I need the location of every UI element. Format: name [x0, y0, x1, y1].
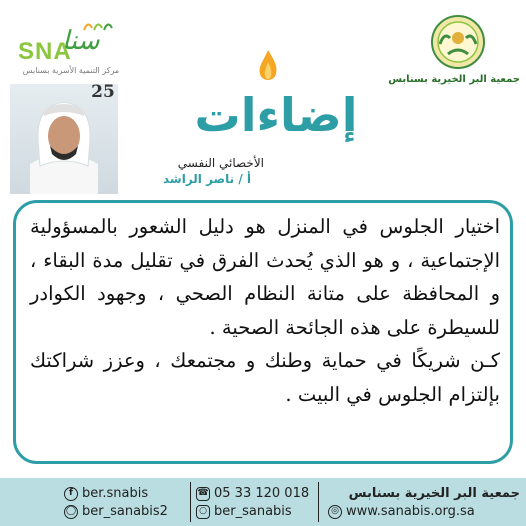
title-block: [186, 40, 366, 170]
instagram-icon: ○: [196, 505, 210, 519]
footer-instagram[interactable]: [196, 504, 292, 519]
charity-logo: [388, 14, 520, 94]
article-paragraph: اختيار الجلوس في المنزل هو دليل الشعور بالمسؤولية الإجتماعية ، و هو الذي يُحدث الفرق في تقليل مدة البقاء ، و المحافظة على متانة النظام الصحي ، وجهود الكوادر للسيطرة على هذه الجائحة الصحية .: [30, 215, 500, 339]
website-url: www.sanabis.org.sa: [346, 504, 475, 519]
logo-subtitle: مركز التنمية الأسرية بسنابس: [22, 66, 120, 75]
sna-logo: [10, 18, 130, 80]
author-name: أ / ناصر الراشد: [162, 172, 251, 186]
logo-arabic-text: سنا: [62, 26, 100, 56]
footer-divider: [318, 482, 319, 522]
logo-latin-text: SNA: [18, 38, 72, 65]
charity-name: جمعية البر الخيرية بسنابس: [388, 74, 520, 85]
phone-icon: ☎: [196, 487, 210, 501]
article-body: [30, 210, 500, 411]
footer-divider: [190, 482, 191, 522]
author-role: الأخصائي النفسي: [177, 156, 264, 170]
flame-icon: [256, 48, 280, 86]
facebook-icon: f: [64, 487, 78, 501]
episode-number: 25: [91, 82, 115, 102]
globe-icon: ◎: [328, 505, 342, 519]
footer-phone[interactable]: [196, 486, 309, 501]
phone-number: 05 33 120 018: [214, 486, 310, 501]
facebook-handle: ber.snabis: [82, 486, 149, 501]
article-paragraph: كـن شريكًا في حماية وطنك و مجتمعك ، وعزز شراكتك بإلتزام الجلوس في البيت .: [30, 349, 500, 406]
footer-org-name: جمعية البر الخيرية بسنابس: [348, 486, 520, 501]
page-title: إضاءات: [194, 88, 358, 142]
footer-snapchat[interactable]: [64, 504, 168, 519]
instagram-handle: ber_sanabis: [214, 504, 292, 519]
footer-facebook[interactable]: [64, 486, 148, 501]
snapchat-handle: ber_sanabis2: [82, 504, 168, 519]
footer-website[interactable]: [328, 504, 475, 519]
snapchat-icon: ◯: [64, 505, 78, 519]
charity-emblem-icon: [430, 14, 486, 70]
